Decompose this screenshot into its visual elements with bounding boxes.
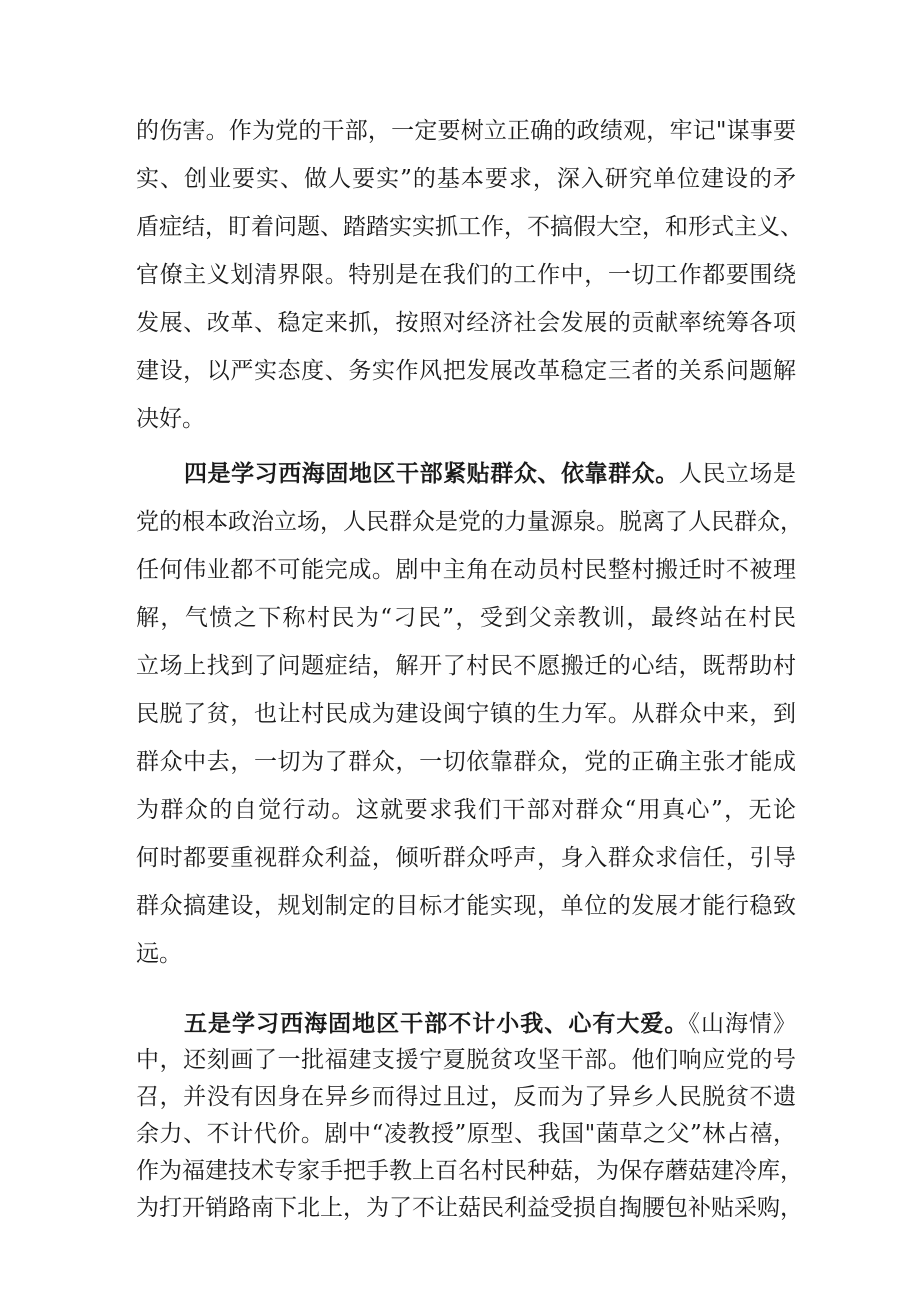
text-line: 立场上找到了问题症结，解开了村民不愿搬迁的心结，既帮助村 xyxy=(136,653,796,679)
text-line: 决好。 xyxy=(136,406,205,432)
text-line: 作为福建技术专家手把手教上百名村民种菇，为保存蘑菇建冷库， xyxy=(136,1158,803,1184)
text-line: 民脱了贫，也让村民成为建设闽宁镇的生力军。从群众中来，到 xyxy=(136,701,796,727)
text-line: 余力、不计代价。剧中“凌教授”原型、我国"菌草之父”林占禧， xyxy=(136,1121,796,1147)
text-line: 官僚主义划清界限。特别是在我们的工作中，一切工作都要围绕 xyxy=(136,262,796,288)
paragraph-3 xyxy=(136,1005,803,1227)
paragraph-first-line xyxy=(136,1005,796,1042)
text-line: 发展、改革、稳定来抓，按照对经济社会发展的贡献率统筹各项 xyxy=(136,310,796,336)
text-line: 任何伟业都不可能完成。剧中主角在动员村民整村搬迁时不被理 xyxy=(136,557,796,583)
text-line: 解，气愤之下称村民为“刁民”，受到父亲教训，最终站在村民 xyxy=(136,605,796,631)
text-line: 为群众的自觉行动。这就要求我们干部对群众“用真心”，无论 xyxy=(136,797,796,823)
paragraph-heading: 五是学习西海固地区干部不计小我、心有大爱。 xyxy=(184,1010,689,1037)
text-line: 群众搞建设，规划制定的目标才能实现，单位的发展才能行稳致 xyxy=(136,893,796,919)
text-line: 为打开销路南下北上，为了不让菇民利益受损自掏腰包补贴采购， xyxy=(136,1195,803,1221)
text-line: 群众中去，一切为了群众，一切依靠群众，党的正确主张才能成 xyxy=(136,749,796,775)
text-line: 党的根本政治立场，人民群众是党的力量源泉。脱离了人民群众， xyxy=(136,509,803,535)
text-line: 盾症结，盯着问题、踏踏实实抓工作，不搞假大空，和形式主义、 xyxy=(136,214,803,240)
heading-continuation: 人民立场是 xyxy=(678,461,797,487)
text-line: 实、创业要实、做人要实”的基本要求，深入研究单位建设的矛 xyxy=(136,166,796,192)
paragraph-heading: 四是学习西海固地区干部紧贴群众、依靠群众。 xyxy=(184,460,679,487)
heading-continuation: 《山海情》 xyxy=(688,1011,797,1037)
text-line: 的伤害。作为党的干部，一定要树立正确的政绩观，牢记"谋事要 xyxy=(136,118,796,144)
text-line: 建设，以严实态度、务实作风把发展改革稳定三者的关系问题解 xyxy=(136,358,796,384)
paragraph-1 xyxy=(136,107,803,443)
paragraph-2 xyxy=(136,450,803,978)
text-line: 中，还刻画了一批福建支援宁夏脱贫攻坚干部。他们响应党的号 xyxy=(136,1047,796,1073)
text-line: 何时都要重视群众利益，倾听群众呼声，身入群众求信任，引导 xyxy=(136,845,796,871)
text-line: 召，并没有因身在异乡而得过且过，反而为了异乡人民脱贫不遗 xyxy=(136,1084,796,1110)
paragraph-first-line xyxy=(136,450,796,498)
text-line: 远。 xyxy=(136,941,182,967)
